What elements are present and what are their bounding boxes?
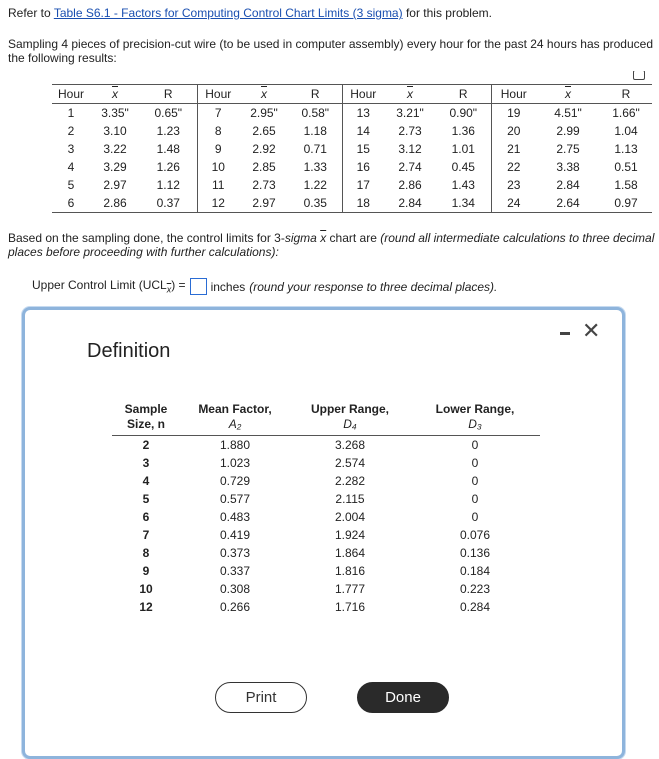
table-cell: 2.86 <box>90 194 140 213</box>
table-cell: 1.22 <box>303 178 327 192</box>
factor-cell: 12 <box>139 600 153 614</box>
data-header-1: $\overline{x}$ <box>90 85 140 104</box>
done-button[interactable]: Done <box>357 682 449 713</box>
data-header-7: $\overline{x}$ <box>384 85 436 104</box>
table-cell: 3.38 <box>556 160 580 174</box>
table-cell: 3.10 <box>103 124 127 138</box>
factor-cell: 1.023 <box>219 456 251 470</box>
table-cell: 6 <box>52 194 90 213</box>
table-row <box>112 562 540 580</box>
table-cell: 2 <box>67 124 75 138</box>
factor-cell: 0.373 <box>219 546 251 560</box>
table-cell: 0.71 <box>303 142 327 156</box>
table-cell: 1.12 <box>156 178 180 192</box>
table-cell: 0.35 <box>289 194 342 213</box>
intro-line <box>8 6 492 20</box>
table-cell: 5 <box>67 178 75 192</box>
table-cell: 2.95" <box>250 106 278 120</box>
factor-cell: 2 <box>142 438 150 452</box>
table-cell: 23 <box>491 176 536 194</box>
table-cell: 1.18 <box>303 124 327 138</box>
intro-suffix: for this problem. <box>402 6 492 20</box>
table-cell: 0.45 <box>451 160 475 174</box>
table-cell: 0.51 <box>614 160 638 174</box>
table-cell: 1 <box>67 106 75 120</box>
table-cell: 2.97 <box>239 194 289 213</box>
table-cell: 13 <box>342 104 384 123</box>
table-row <box>112 472 540 490</box>
table-cell: 2.99 <box>556 124 580 138</box>
table-cell: 3.12 <box>398 142 422 156</box>
control-limits-prompt: Based on the sampling done, the control limits for 3-sigma $\overline{x}$ chart are (round all intermediate calculations to three decimal places before proceeding with further calculations): <box>8 231 655 259</box>
table-cell: 0.97 <box>600 194 652 213</box>
factor-cell: 0.483 <box>219 510 251 524</box>
factor-cell: 0 <box>471 456 479 470</box>
table-cell: 16 <box>342 158 384 176</box>
factor-cell: 3.268 <box>334 438 366 452</box>
table-cell: 0.65" <box>154 106 183 120</box>
table-cell: 3.21" <box>396 106 424 120</box>
table-row <box>52 104 652 123</box>
factor-cell: 2.004 <box>334 510 366 524</box>
factor-header-2: Upper Range, D₄ <box>290 402 410 436</box>
factor-cell: 0.419 <box>219 528 251 542</box>
factor-cell: 0.136 <box>459 546 491 560</box>
data-header-5: R <box>289 85 342 104</box>
ucl-label: Upper Control Limit $(UCL_{\overline{x}})$ = <box>32 278 186 295</box>
table-cell: 24 <box>491 194 536 213</box>
table-cell: 2.75 <box>556 142 580 156</box>
factor-cell: 6 <box>142 510 150 524</box>
table-cell: 2.97 <box>103 178 127 192</box>
factor-cell: 2.282 <box>334 474 366 488</box>
table-cell: 2.92 <box>252 142 276 156</box>
factor-cell: 0.223 <box>459 582 491 596</box>
factor-header-3: Lower Range, D₃ <box>410 402 540 436</box>
data-header-3: Hour <box>197 85 239 104</box>
table-cell: 3.29 <box>103 160 127 174</box>
table-cell: 1.26 <box>156 160 180 174</box>
table-row <box>52 122 652 140</box>
table-cell: 2.73 <box>252 178 276 192</box>
print-button[interactable]: Print <box>215 682 307 713</box>
table-row <box>112 490 540 508</box>
factor-cell: 0 <box>471 492 479 506</box>
factor-cell: 4 <box>142 474 150 488</box>
table-cell: 4.51" <box>554 106 582 120</box>
factor-cell: 0.308 <box>219 582 251 596</box>
factor-cell: 3 <box>142 456 150 470</box>
table-row <box>112 508 540 526</box>
expand-table-icon[interactable] <box>633 70 645 80</box>
table-cell: 2.86 <box>398 178 422 192</box>
table-cell: 4 <box>67 160 75 174</box>
factor-cell: 8 <box>142 546 150 560</box>
table-cell: 15 <box>342 140 384 158</box>
data-header-11: R <box>600 85 652 104</box>
factor-cell: 7 <box>142 528 150 542</box>
table-cell: 3.22 <box>103 142 127 156</box>
close-icon[interactable]: ✕ <box>582 318 601 343</box>
table-cell: 7 <box>197 104 239 123</box>
table-cell: 1.04 <box>614 124 638 138</box>
table-cell: 10 <box>197 158 239 176</box>
table-cell: 1.36 <box>451 124 475 138</box>
data-header-10: $\overline{x}$ <box>536 85 600 104</box>
table-row <box>52 140 652 158</box>
factor-cell: 0.337 <box>219 564 251 578</box>
ucl-units: inches <box>210 279 246 294</box>
table-cell: 8 <box>197 122 239 140</box>
table-row <box>112 580 540 598</box>
factor-cell: 0.284 <box>459 600 491 614</box>
table-row <box>112 598 540 616</box>
table-cell: 1.66" <box>612 106 640 120</box>
table-cell: 1.58 <box>614 178 638 192</box>
table-row <box>52 158 652 176</box>
minimize-icon[interactable] <box>560 332 570 335</box>
data-header-9: Hour <box>491 85 536 104</box>
table-cell: 1.34 <box>436 194 491 213</box>
definition-modal <box>22 307 625 759</box>
table-cell: 12 <box>197 194 239 213</box>
control-chart-factors-table <box>112 402 540 616</box>
table-row <box>112 454 540 472</box>
sample-data-table <box>52 84 652 213</box>
data-header-4: $\overline{x}$ <box>239 85 289 104</box>
table-cell: 2.65 <box>252 124 276 138</box>
factor-cell: 1.816 <box>334 564 366 578</box>
intro-prefix: Refer to <box>8 6 54 20</box>
factor-cell: 10 <box>139 582 153 596</box>
table-cell: 2.85 <box>252 160 276 174</box>
factor-cell: 2.115 <box>335 492 365 506</box>
data-header-2: R <box>140 85 197 104</box>
table-cell: 17 <box>342 176 384 194</box>
table-cell: 14 <box>342 122 384 140</box>
table-cell: 1.01 <box>451 142 475 156</box>
table-cell: 3.35" <box>101 106 129 120</box>
factor-cell: 0.184 <box>459 564 491 578</box>
table-cell: 2.64 <box>536 194 600 213</box>
data-header-0: Hour <box>52 85 90 104</box>
table-row <box>112 544 540 562</box>
factor-cell: 0.266 <box>219 600 251 614</box>
table-cell: 19 <box>491 104 536 123</box>
factor-cell: 1.924 <box>334 528 366 542</box>
ucl-answer-input[interactable] <box>190 278 207 295</box>
data-header-6: Hour <box>342 85 384 104</box>
factor-cell: 9 <box>142 564 150 578</box>
factor-cell: 2.574 <box>334 456 366 470</box>
table-cell: 2.84 <box>556 178 580 192</box>
ucl-row <box>32 278 497 295</box>
table-cell: 0.58" <box>301 106 330 120</box>
factor-cell: 1.880 <box>219 438 251 452</box>
factor-cell: 0.076 <box>459 528 491 542</box>
table-cell: 11 <box>197 176 239 194</box>
factor-cell: 0 <box>471 510 479 524</box>
table-cell: 21 <box>491 140 536 158</box>
factor-cell: 0.577 <box>219 492 251 506</box>
table-cell: 1.43 <box>451 178 475 192</box>
factor-cell: 0.729 <box>219 474 251 488</box>
table-cell: 0.37 <box>140 194 197 213</box>
table-row <box>112 436 540 455</box>
ucl-hint: (round your response to three decimal places). <box>249 279 498 294</box>
factor-header-1: Mean Factor, A₂ <box>180 402 290 436</box>
factor-cell: 1.777 <box>334 582 366 596</box>
table-cell: 1.48 <box>156 142 180 156</box>
factor-cell: 5 <box>142 492 150 506</box>
factor-cell: 0 <box>471 474 479 488</box>
factor-cell: 1.716 <box>334 600 366 614</box>
table-row <box>52 194 652 213</box>
table-row <box>52 176 652 194</box>
table-cell: 1.23 <box>156 124 180 138</box>
table-cell: 0.90" <box>449 106 478 120</box>
factor-header-0: Sample Size, n <box>112 402 180 436</box>
data-header-8: R <box>436 85 491 104</box>
table-s6-1-link[interactable]: Table S6.1 - Factors for Computing Control Chart Limits (3 sigma) <box>53 6 403 20</box>
table-cell: 2.73 <box>398 124 422 138</box>
table-cell: 3 <box>67 142 75 156</box>
table-cell: 22 <box>491 158 536 176</box>
table-cell: 20 <box>491 122 536 140</box>
problem-text: Sampling 4 pieces of precision-cut wire (to be used in computer assembly) every hour for the past 24 hours has produced the following results: <box>8 37 653 65</box>
table-cell: 1.33 <box>303 160 327 174</box>
table-cell: 2.74 <box>398 160 422 174</box>
table-cell: 18 <box>342 194 384 213</box>
table-row <box>112 526 540 544</box>
factor-cell: 0 <box>471 438 479 452</box>
table-cell: 2.84 <box>384 194 436 213</box>
modal-title: Definition <box>87 340 171 362</box>
table-cell: 1.13 <box>614 142 638 156</box>
table-cell: 9 <box>197 140 239 158</box>
factor-cell: 1.864 <box>334 546 366 560</box>
